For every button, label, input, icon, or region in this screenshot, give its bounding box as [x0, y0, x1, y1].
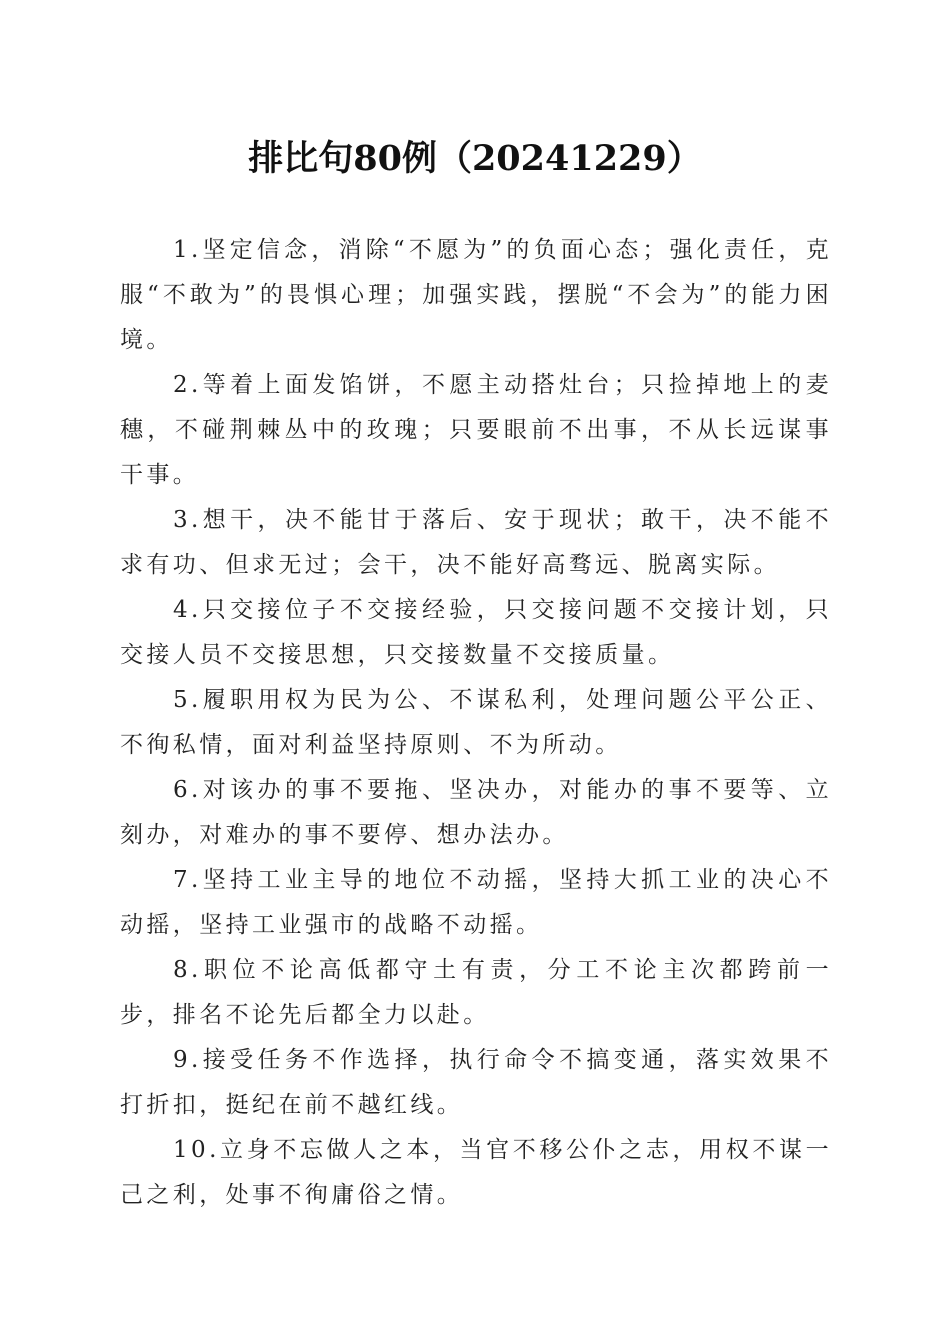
- paragraph: 7.坚持工业主导的地位不动摇，坚持大抓工业的决心不动摇，坚持工业强市的战略不动摇。: [120, 867, 832, 938]
- paragraph: 4.只交接位子不交接经验，只交接问题不交接计划，只交接人员不交接思想，只交接数量不交接质量。: [120, 597, 832, 668]
- page-title: 排比句80例（20241229）: [248, 138, 702, 179]
- document-body: [120, 228, 832, 1218]
- paragraph: 9.接受任务不作选择，执行命令不搞变通，落实效果不打折扣，挺纪在前不越红线。: [120, 1047, 832, 1118]
- paragraph: 3.想干，决不能甘于落后、安于现状；敢干，决不能不求有功、但求无过；会干，决不能好高骛远、脱离实际。: [120, 507, 832, 578]
- paragraph: 1.坚定信念，消除“不愿为”的负面心态；强化责任，克服“不敢为”的畏惧心理；加强实践，摆脱“不会为”的能力困境。: [120, 237, 832, 353]
- paragraph: 10.立身不忘做人之本，当官不移公仆之志，用权不谋一己之利，处事不徇庸俗之情。: [120, 1137, 832, 1208]
- paragraph: 6.对该办的事不要拖、坚决办，对能办的事不要等、立刻办，对难办的事不要停、想办法办。: [120, 777, 832, 848]
- paragraph: 2.等着上面发馅饼，不愿主动搭灶台；只捡掉地上的麦穗，不碰荆棘丛中的玫瑰；只要眼前不出事，不从长远谋事干事。: [120, 372, 832, 488]
- paragraph: 5.履职用权为民为公、不谋私利，处理问题公平公正、不徇私情，面对利益坚持原则、不为所动。: [120, 687, 832, 758]
- paragraph: 8.职位不论高低都守土有责，分工不论主次都跨前一步，排名不论先后都全力以赴。: [120, 957, 832, 1028]
